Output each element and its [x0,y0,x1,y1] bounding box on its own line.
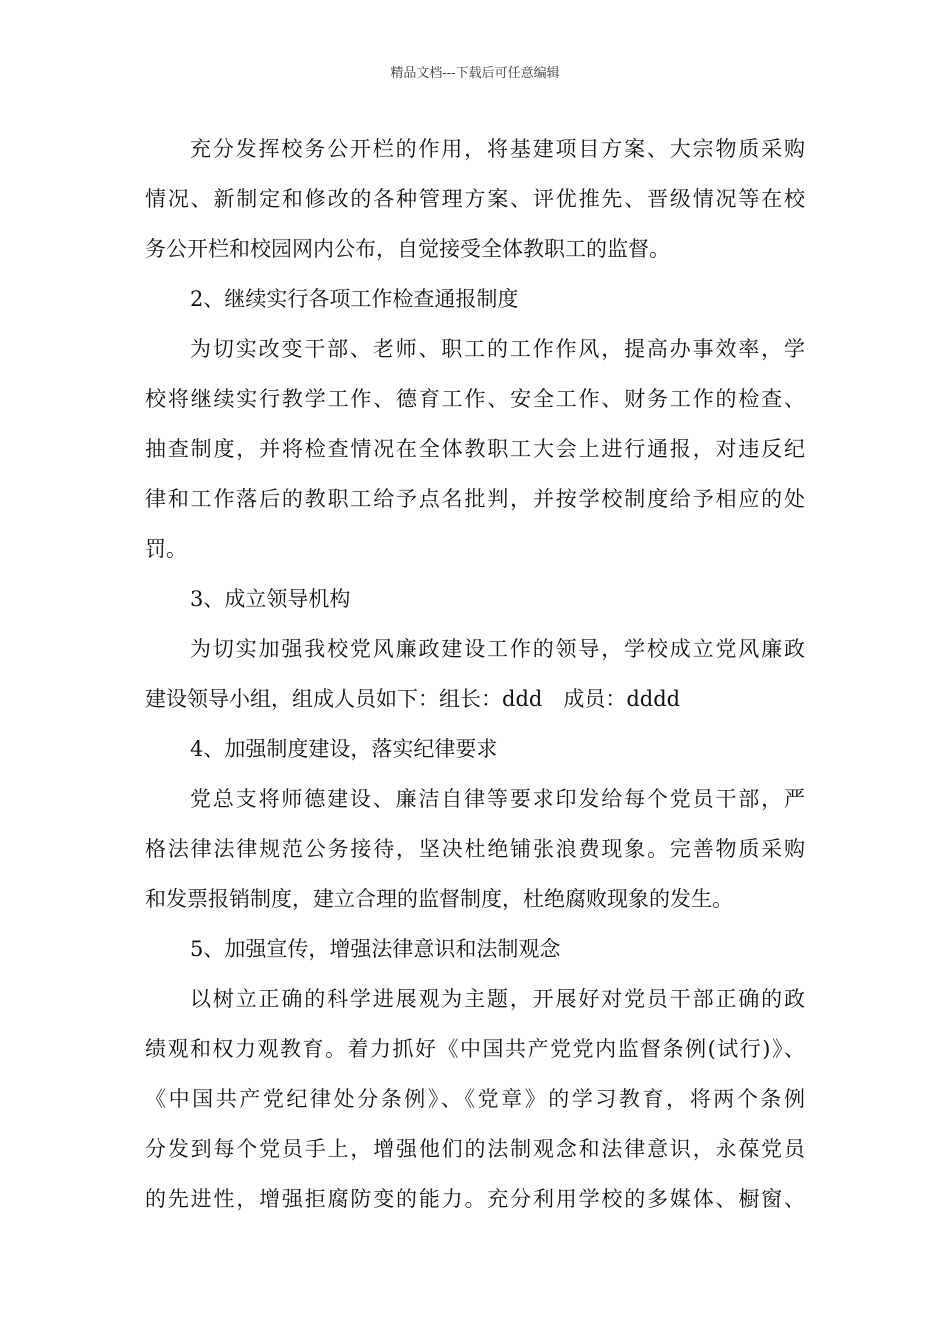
paragraph-line: 党总支将师德建设、廉洁自律等要求印发给每个党员干部，严 [190,787,805,811]
section-heading: 2、继续实行各项工作检查通报制度 [190,287,519,311]
paragraph-line: 为切实加强我校党风廉政建设工作的领导，学校成立党风廉政 [190,637,805,661]
paragraph-line: 的先进性，增强拒腐防变的能力。充分利用学校的多媒体、橱窗、 [145,1187,805,1211]
paragraph-line: 《中国共产党纪律处分条例》、《党章》的学习教育，将两个条例 [145,1087,805,1111]
paragraph-line: 和发票报销制度，建立合理的监督制度，杜绝腐败现象的发生。 [145,887,733,911]
paragraph-line: 充分发挥校务公开栏的作用，将基建项目方案、大宗物质采购 [190,137,805,161]
section-heading: 5、加强宣传，增强法律意识和法制观念 [190,937,561,961]
document-body [145,124,805,1224]
paragraph-line: 务公开栏和校园网内公布，自觉接受全体教职工的监督。 [145,237,670,261]
paragraph-line: 校将继续实行教学工作、德育工作、安全工作、财务工作的检查、 [145,387,805,411]
paragraph-line: 罚。 [145,537,187,561]
paragraph-line: 分发到每个党员手上，增强他们的法制观念和法律意识，永葆党员 [145,1137,805,1161]
paragraph-line: 格法律法律规范公务接待，坚决杜绝铺张浪费现象。完善物质采购 [145,837,805,861]
paragraph-line: 绩观和权力观教育。着力抓好《中国共产党党内监督条例(试行)》、 [145,1037,805,1061]
section-heading: 3、成立领导机构 [190,587,351,611]
page-header: 精品文档---下载后可任意编辑 [390,66,560,81]
paragraph-line: 情况、新制定和修改的各种管理方案、评优推先、晋级情况等在校 [145,187,805,211]
paragraph-line: 律和工作落后的教职工给予点名批判，并按学校制度给予相应的处 [145,487,805,511]
section-heading: 4、加强制度建设，落实纪律要求 [190,737,498,761]
paragraph-line: 抽查制度，并将检查情况在全体教职工大会上进行通报，对违反纪 [145,437,805,461]
paragraph-line: 为切实改变干部、老师、职工的工作作风，提高办事效率，学 [190,337,805,361]
paragraph-line: 以树立正确的科学进展观为主题，开展好对党员干部正确的政 [190,987,805,1011]
paragraph-line: 建设领导小组，组成人员如下：组长：ddd 成员：dddd [145,687,681,711]
